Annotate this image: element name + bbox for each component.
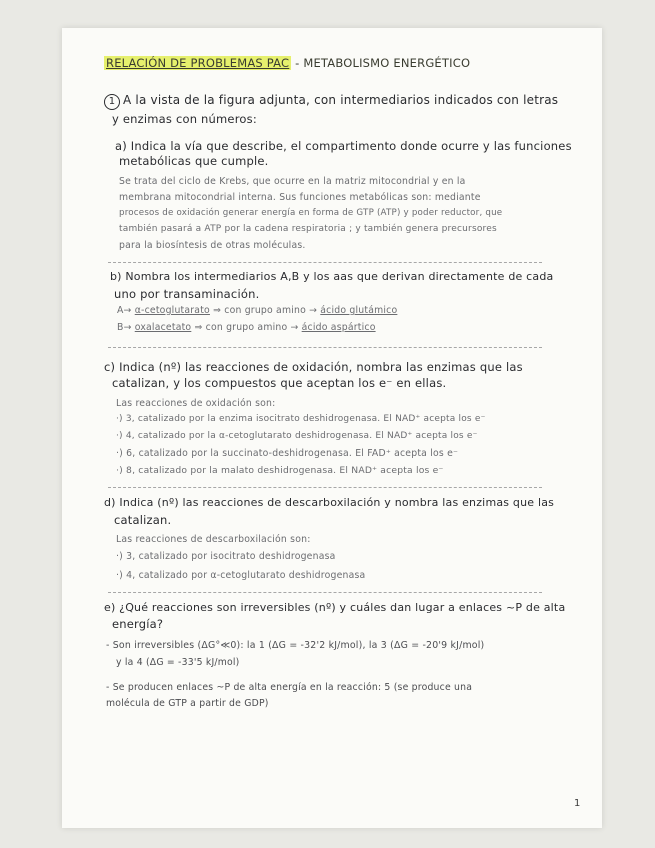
line-b-product: ácido aspártico: [301, 322, 376, 333]
part-d-answer-line: ·) 3, catalizado por isocitrato deshidrogenasa: [116, 551, 336, 562]
section-divider: [108, 347, 542, 348]
part-e-answer-line: molécula de GTP a partir de GDP): [106, 698, 269, 709]
part-e-question-line2: energía?: [112, 617, 164, 631]
part-d-question-line2: catalizan.: [114, 513, 172, 527]
part-d-question-line1: d) Indica (nº) las reacciones de descarboxilación y nombra las enzimas que las: [104, 496, 555, 509]
part-c-answer-line: ·) 8, catalizado por la malato deshidrogenasa. El NAD⁺ acepta los e⁻: [116, 465, 444, 476]
problem1-statement-line2: y enzimas con números:: [112, 112, 257, 126]
title-rest: - METABOLISMO ENERGÉTICO: [291, 56, 471, 70]
line-b-middle: ⇒ con grupo amino →: [191, 322, 302, 333]
line-b-prefix: B→: [117, 322, 135, 333]
problem1-statement-line1: [104, 93, 558, 110]
part-a-question-line1: a) Indica la vía que describe, el compartimento donde ocurre y las funciones: [115, 139, 572, 153]
part-a-answer-line: membrana mitocondrial interna. Sus funciones metabólicas son: mediante: [119, 192, 481, 203]
problem1-statement-text: A la vista de la figura adjunta, con intermediarios indicados con letras: [123, 93, 559, 107]
part-c-answer-line: Las reacciones de oxidación son:: [116, 398, 276, 409]
part-a-answer-line: procesos de oxidación generar energía en forma de GTP (ATP) y poder reductor, que: [119, 208, 503, 218]
line-a-product: ácido glutámico: [320, 305, 398, 316]
part-b-answer-b: [117, 322, 376, 333]
part-d-answer-line: Las reacciones de descarboxilación son:: [116, 534, 311, 545]
line-a-prefix: A→: [117, 305, 135, 316]
part-e-answer-line: - Son irreversibles (ΔG°≪0): la 1 (ΔG = -32'2 kJ/mol), la 3 (ΔG = -20'9 kJ/mol): [106, 640, 485, 651]
line-b-compound: oxalacetato: [134, 322, 192, 333]
problem-number-circle: 1: [104, 94, 120, 110]
part-c-question-line2: catalizan, y los compuestos que aceptan los e⁻ en ellas.: [112, 376, 447, 390]
part-a-answer-line: también pasará a ATP por la cadena respiratoria ; y también genera precursores: [119, 224, 497, 234]
part-e-question-line1: e) ¿Qué reacciones son irreversibles (nº) y cuáles dan lugar a enlaces ~P de alta: [104, 601, 566, 614]
part-d-answer-line: ·) 4, catalizado por α-cetoglutarato deshidrogenasa: [116, 570, 366, 581]
section-divider: [108, 262, 542, 263]
part-c-answer-line: ·) 4, catalizado por la α-cetoglutarato deshidrogenasa. El NAD⁺ acepta los e⁻: [116, 431, 478, 441]
part-a-question-line2: metabólicas que cumple.: [119, 154, 269, 168]
section-divider: [108, 487, 542, 488]
line-a-compound: α-cetoglutarato: [134, 305, 210, 316]
part-e-answer-line: - Se producen enlaces ~P de alta energía en la reacción: 5 (se produce una: [106, 682, 473, 693]
line-a-middle: ⇒ con grupo amino →: [209, 305, 321, 316]
part-a-answer-line: Se trata del ciclo de Krebs, que ocurre en la matriz mitocondrial y en la: [119, 176, 466, 187]
part-e-answer-line: y la 4 (ΔG = -33'5 kJ/mol): [116, 657, 240, 668]
section-divider: [108, 592, 542, 593]
title-highlight: RELACIÓN DE PROBLEMAS PAC: [106, 56, 290, 70]
page-title: [104, 56, 470, 70]
part-b-question-line1: b) Nombra los intermediarios A,B y los aas que derivan directamente de cada: [110, 270, 554, 283]
part-a-answer-line: para la biosíntesis de otras moléculas.: [119, 240, 306, 251]
page-number: 1: [574, 798, 581, 809]
part-b-answer-a: [117, 305, 397, 316]
part-c-answer-line: ·) 6, catalizado por la succinato-deshidrogenasa. El FAD⁺ acepta los e⁻: [116, 448, 459, 459]
part-c-answer-line: ·) 3, catalizado por la enzima isocitrato deshidrogenasa. El NAD⁺ acepta los e⁻: [116, 414, 486, 424]
part-c-question-line1: c) Indica (nº) las reacciones de oxidación, nombra las enzimas que las: [104, 360, 523, 374]
part-b-question-line2: uno por transaminación.: [114, 287, 260, 301]
